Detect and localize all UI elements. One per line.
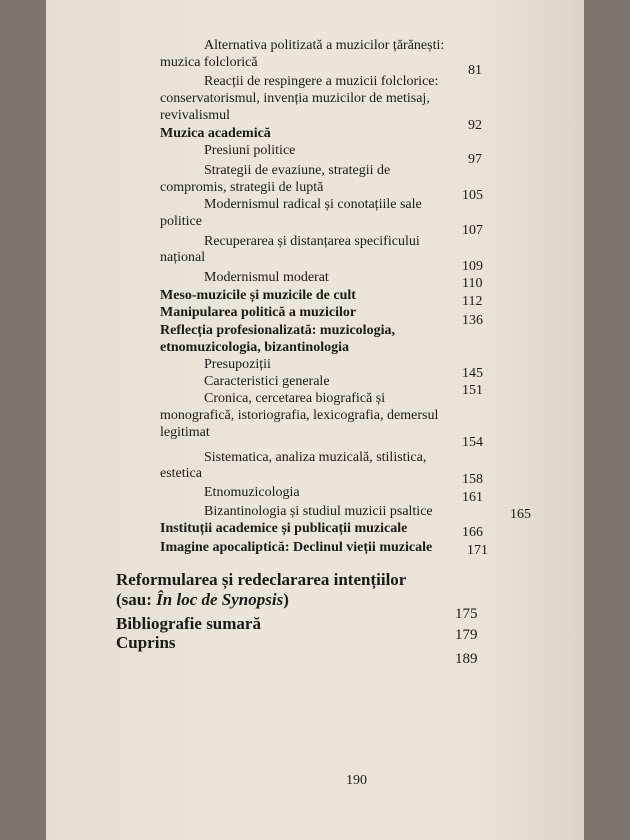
- toc-entry: Alternativa politizată a muzicilor țărănești:: [204, 38, 445, 53]
- toc-entry: estetica: [160, 466, 202, 481]
- toc-section-heading: Instituții academice și publicații muzicale: [160, 521, 408, 536]
- toc-page-number: 189: [455, 651, 478, 667]
- toc-entry: Modernismul radical și conotațiile sale: [204, 197, 422, 212]
- toc-section-heading: etnomuzicologia, bizantinologia: [160, 340, 349, 355]
- toc-page-number: 171: [467, 543, 488, 558]
- toc-chapter: [116, 590, 289, 609]
- toc-entry: legitimat: [160, 425, 210, 440]
- toc-page-number: 97: [468, 152, 482, 167]
- toc-page-number: 136: [462, 313, 483, 328]
- toc-section-heading: Imagine apocaliptică: Declinul vieții muzicale: [160, 540, 433, 555]
- toc-page-number: 110: [462, 276, 483, 291]
- page-number: 190: [346, 773, 367, 788]
- toc-entry: politice: [160, 214, 202, 229]
- toc-page-number: 145: [462, 366, 483, 381]
- toc-section-heading: Muzica academică: [160, 126, 271, 141]
- toc-page-number: 154: [462, 435, 483, 450]
- toc-entry: monografică, istoriografia, lexicografia, demersul: [160, 408, 439, 423]
- toc-entry: Sistematica, analiza muzicală, stilistica,: [204, 450, 427, 465]
- book-page: [46, 0, 584, 840]
- toc-entry: Presupoziții: [204, 357, 271, 372]
- toc-page-number: 161: [462, 490, 483, 505]
- toc-entry: muzica folclorică: [160, 55, 258, 70]
- toc-chapter-part: (sau:: [116, 590, 157, 609]
- toc-entry: Modernismul moderat: [204, 270, 329, 285]
- toc-page-number: 109: [462, 259, 483, 274]
- toc-section-heading: Manipularea politică a muzicilor: [160, 305, 357, 320]
- toc-chapter: Cuprins: [116, 633, 176, 652]
- toc-entry: Recuperarea și distanțarea specificului: [204, 234, 420, 249]
- toc-entry: Reacții de respingere a muzicii folclorice:: [204, 74, 439, 89]
- toc-chapter: Bibliografie sumară: [116, 614, 261, 633]
- toc-page-number: 166: [462, 525, 483, 540]
- toc-entry: conservatorismul, invenția muzicilor de metisaj,: [160, 91, 430, 106]
- toc-page-number: 107: [462, 223, 483, 238]
- toc-page-number: 165: [510, 507, 531, 522]
- toc-section-heading: Reflecția profesionalizată: muzicologia,: [160, 323, 395, 338]
- toc-entry: Cronica, cercetarea biografică și: [204, 391, 386, 406]
- toc-section-heading: Meso-muzicile și muzicile de cult: [160, 288, 356, 303]
- toc-page-number: 158: [462, 472, 483, 487]
- toc-page-number: 175: [455, 606, 478, 622]
- toc-page-number: 112: [462, 294, 483, 309]
- toc-entry: național: [160, 250, 206, 265]
- toc-entry: Bizantinologia și studiul muzicii psaltice: [204, 504, 433, 519]
- toc-entry: revivalismul: [160, 108, 230, 123]
- toc-page-number: 179: [455, 627, 478, 643]
- toc-page-number: 92: [468, 118, 482, 133]
- toc-page-number: 105: [462, 188, 483, 203]
- toc-chapter-part: ): [283, 590, 289, 609]
- toc-entry: Etnomuzicologia: [204, 485, 300, 500]
- toc-chapter: Reformularea și redeclararea intențiilor: [116, 570, 407, 589]
- toc-page-number: 151: [462, 383, 483, 398]
- toc-entry: Presiuni politice: [204, 143, 296, 158]
- toc-entry: compromis, strategii de luptă: [160, 180, 324, 195]
- toc-page-number: 81: [468, 63, 482, 78]
- toc-entry: Strategii de evaziune, strategii de: [204, 163, 391, 178]
- toc-entry: Caracteristici generale: [204, 374, 330, 389]
- toc-chapter-italic: În loc de Synopsis: [156, 590, 284, 609]
